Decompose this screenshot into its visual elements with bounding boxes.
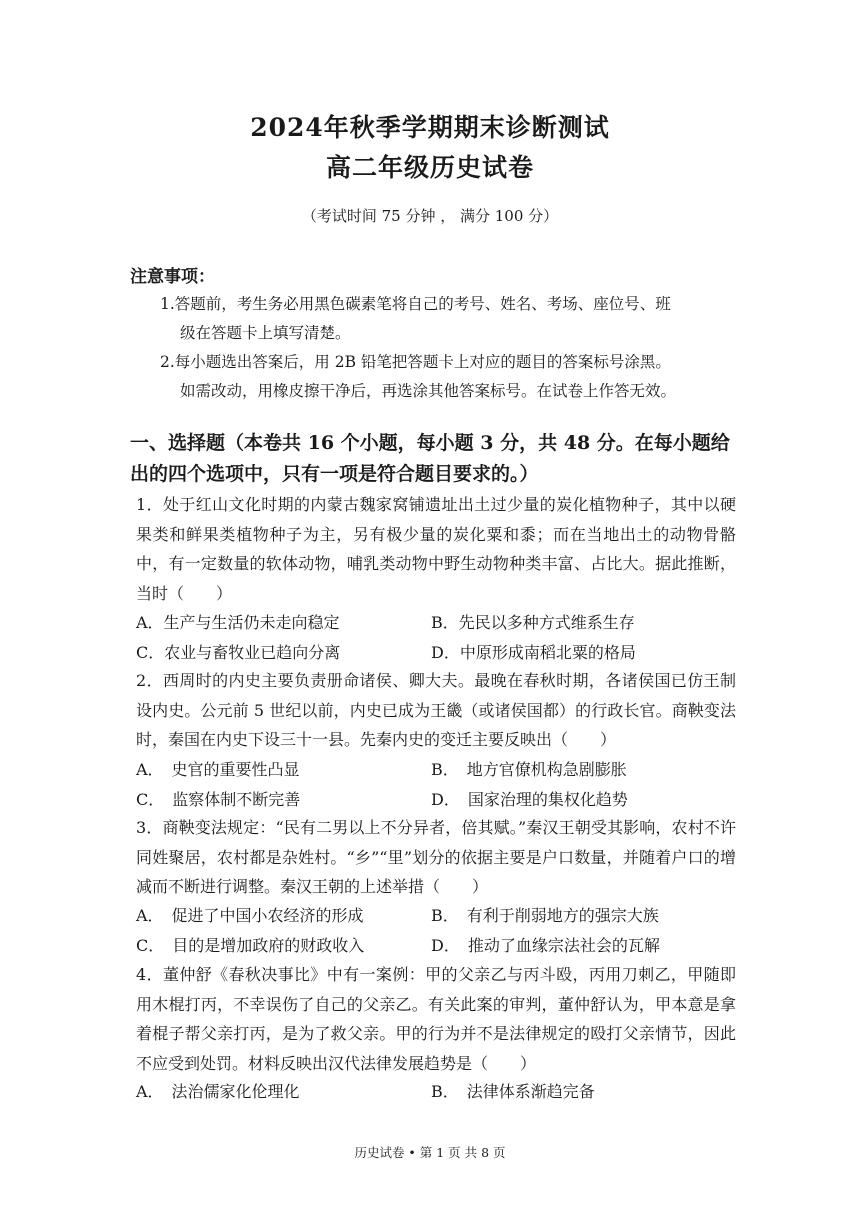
notice-line: 级在答题卡上填写清楚。: [180, 324, 351, 342]
exam-info: （考试时间 75 分钟 ， 满分 100 分）: [301, 207, 559, 225]
exam-title: 2024年秋季学期期末诊断测试: [250, 113, 610, 142]
question-stem: 4．董仲舒《春秋决事比》中有一案例：甲的父亲乙与丙斗殴，丙用刀刺乙，甲随即用木棍打丙，不幸误伤了自己的父亲乙。有关此案的审判，董仲舒认为，甲本意是拿着棍子帮父亲打丙，是为了救父亲。甲的行为并不是法律规定的殴打父亲情节，因此不应受到处罚。材料反映出汉代法律发展趋势是（ ）: [136, 965, 736, 1073]
question-stem: 2．西周时的内史主要负责册命诸侯、卿大夫。最晚在春秋时期，各诸侯国已仿王制设内史。公元前 5 世纪以前，内史已成为王畿（或诸侯国都）的行政长官。商鞅变法时，秦国在内史下设三十一县。先秦内史的变迁主要反映出（ ）: [136, 671, 736, 749]
option-b: B． 法律体系渐趋完备: [431, 1082, 595, 1101]
option-b: B． 有利于削弱地方的强宗大族: [431, 906, 659, 925]
option-c: C． 目的是增加政府的财政收入: [136, 935, 365, 955]
option-c: C．农业与畜牧业已趋向分离: [136, 642, 341, 662]
notice-line: 2.每小题选出答案后，用 2B 铅笔把答题卡上对应的题目的答案标号涂黑。: [160, 353, 671, 371]
option-a: A． 法治儒家化伦理化: [136, 1082, 300, 1101]
question-options: [136, 1077, 736, 1107]
section-heading: 一、选择题（本卷共 16 个小题，每小题 3 分，共 48 分。在每小题给出的四个选项中，只有一项是符合题目要求的。）: [130, 432, 730, 485]
question-options: [136, 608, 736, 667]
page-footer: 历史试卷 • 第 1 页 共 8 页: [354, 1145, 506, 1160]
notice-line: 如需改动，用橡皮擦干净后，再选涂其他答案标号。在试卷上作答无效。: [180, 382, 677, 400]
option-c: C． 监察体制不断完善: [136, 789, 301, 809]
option-a: A． 促进了中国小农经济的形成: [136, 906, 364, 925]
option-a: A．生产与生活仍未走向稳定: [136, 613, 340, 632]
notice-item: [160, 290, 740, 348]
question-stem: 1．处于红山文化时期的内蒙古魏家窝铺遗址出土过少量的炭化植物种子，其中以硬果类和鲜果类植物种子为主，另有极少量的炭化粟和黍；而在当地出土的动物骨骼中，有一定数量的软体动物，哺乳类动物中野生动物种类丰富、占比大。据此推断，当时（ ）: [136, 495, 736, 603]
notice-line: 1.答题前，考生务必用黑色碳素笔将自己的考号、姓名、考场、座位号、班: [160, 295, 671, 313]
notice-heading: 注意事项：: [130, 267, 215, 287]
option-b: B． 地方官僚机构急剧膨胀: [431, 760, 627, 779]
option-d: D． 国家治理的集权化趋势: [431, 789, 628, 809]
notice-item: [160, 348, 740, 406]
option-d: D． 推动了血缘宗法社会的瓦解: [431, 935, 660, 955]
question-options: [136, 755, 736, 814]
question-options: [136, 901, 736, 960]
option-d: D．中原形成南稻北粟的格局: [431, 642, 636, 662]
option-a: A． 史官的重要性凸显: [136, 760, 300, 779]
exam-subject-title: 高二年级历史试卷: [325, 153, 534, 182]
question-stem: 3．商鞅变法规定：“民有二男以上不分异者，倍其赋。”秦汉王朝受其影响，农村不许同姓聚居，农村都是杂姓村。“乡”“里”划分的依据主要是户口数量，并随着户口的增减而不断进行调整。秦汉王朝的上述举措（ ）: [136, 818, 736, 896]
option-b: B．先民以多种方式维系生存: [431, 613, 635, 632]
